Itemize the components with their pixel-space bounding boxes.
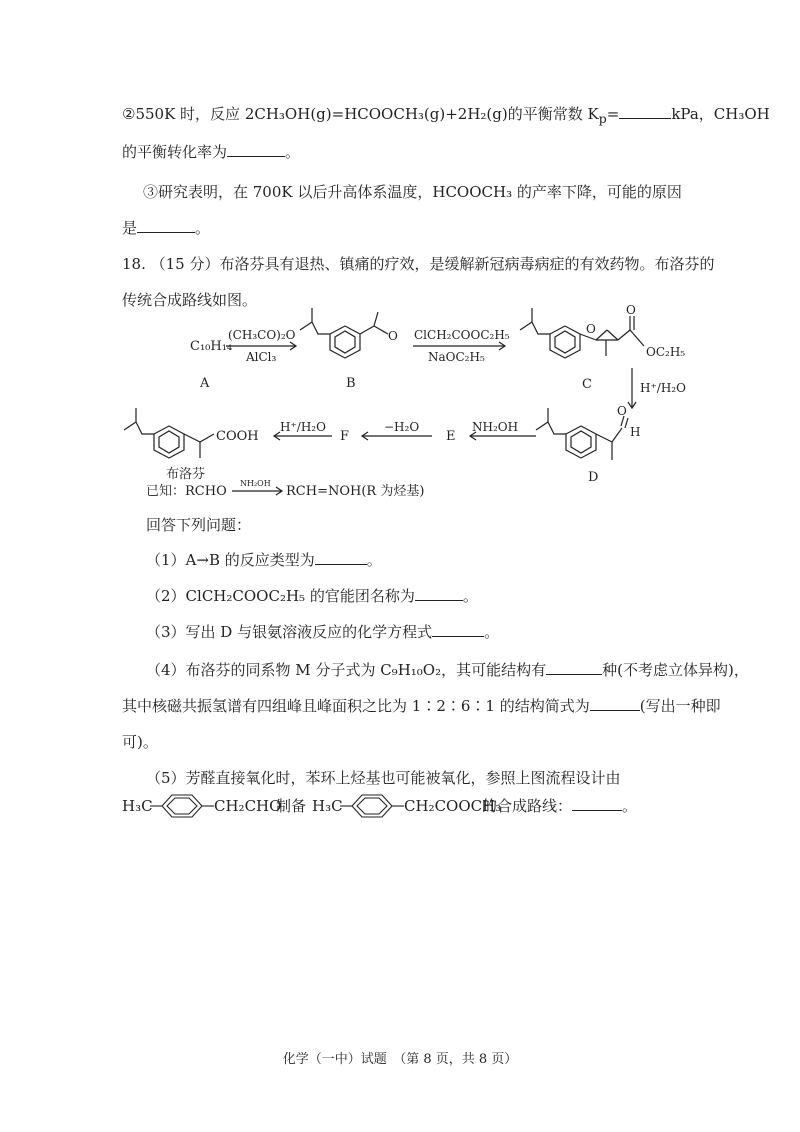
- sub5-group-1: CH₂CHO: [214, 797, 282, 815]
- label-b: B: [346, 376, 356, 391]
- label-d: D: [588, 470, 599, 485]
- q17-part3-end: 。: [195, 219, 211, 237]
- synthesis-scheme: [0, 0, 800, 500]
- sub5-h3c-1: H₃C: [122, 797, 153, 815]
- d-aldehyde-o: O: [617, 404, 627, 418]
- sub2-end: 。: [462, 587, 478, 605]
- q17-part2-prefix: ②550K 时，反应 2CH₃OH(g)=HCOOCH₃(g)+2H₂(g)的平衡常数 K: [122, 105, 599, 123]
- sub-question-5-line1: （5）芳醛直接氧化时，苯环上烃基也可能被氧化，参照上图流程设计由: [146, 769, 621, 787]
- sub4-line2-end: (写出一种即: [639, 697, 721, 715]
- reagent-6: H⁺/H₂O: [280, 420, 326, 434]
- sub1-end: 。: [366, 551, 382, 569]
- sub5-end-line: [482, 796, 637, 816]
- q18-intro-line2: 传统合成路线如图。: [122, 291, 258, 309]
- sub4-mid: 种(不考虑立体异构)，: [602, 661, 749, 679]
- reagent-4: NH₂OH: [472, 420, 519, 434]
- b-carbonyl-o: O: [388, 329, 398, 343]
- known-prefix: 已知：RCHO: [146, 484, 227, 499]
- sub3-end: 。: [484, 623, 500, 641]
- c-ester-group: OC₂H₅: [646, 345, 686, 359]
- q17-part2-eq: =: [606, 105, 620, 123]
- page-footer: 化学（一中）试题 （第 8 页，共 8 页）: [282, 1052, 518, 1067]
- reagent-5: −H₂O: [384, 420, 420, 434]
- sub1-text: （1）A→B 的反应类型为: [146, 551, 315, 569]
- sub-question-1: [146, 550, 382, 570]
- known-suffix: RCH=NOH(R 为烃基): [286, 484, 425, 499]
- answer-blank[interactable]: [572, 796, 622, 811]
- sub5-group-2: CH₂COOCH₃: [404, 797, 502, 815]
- sub-question-4-line1: [146, 660, 749, 680]
- sub-question-2: [146, 586, 478, 606]
- benzene-ring-icon: [150, 795, 214, 817]
- reagent-1-bottom: AlCl₃: [246, 350, 277, 364]
- label-f: F: [340, 429, 350, 444]
- q17-part2-end: 。: [285, 143, 301, 161]
- sub4-line2: 其中核磁共振氢谱有四组峰且峰面积之比为 1∶2∶6∶1 的结构简式为: [122, 697, 590, 715]
- answer-prompt: 回答下列问题：: [146, 516, 252, 534]
- known-reagent: NH₂OH: [240, 479, 271, 488]
- sub5-end2: 。: [622, 797, 638, 815]
- sub2-text: （2）ClCH₂COOC₂H₅ 的官能团名称为: [146, 587, 415, 605]
- d-aldehyde-h: H: [630, 425, 641, 439]
- ibuprofen-structure: [124, 408, 214, 458]
- answer-blank[interactable]: [432, 622, 484, 637]
- label-c: C: [582, 377, 592, 392]
- sub5-h3c-2: H₃C: [312, 797, 343, 815]
- benzene-ring-icon: [340, 795, 404, 817]
- q17-part2-unit: kPa，CH₃OH: [671, 105, 770, 123]
- q17-part3-line1: ③研究表明，在 700K 以后升高体系温度，HCOOCH₃ 的产率下降，可能的原因: [143, 183, 682, 201]
- q17-part3-line2-text: 是: [122, 219, 138, 237]
- c-ester-o: O: [626, 303, 636, 317]
- product-group: COOH: [216, 429, 259, 444]
- compound-b-structure: [300, 308, 388, 358]
- label-a: A: [200, 376, 210, 391]
- compound-d-structure: [536, 408, 628, 460]
- reagent-2-bottom: NaOC₂H₅: [428, 350, 485, 364]
- reagent-3: H⁺/H₂O: [640, 381, 686, 395]
- sub5-mid: 制备: [276, 797, 307, 815]
- answer-blank[interactable]: [415, 586, 463, 601]
- c-epoxide-o: O: [586, 322, 596, 336]
- sub5-end: 的合成路线：: [482, 797, 573, 815]
- answer-blank[interactable]: [315, 550, 367, 565]
- kp-subscript: p: [598, 111, 607, 126]
- sub3-text: （3）写出 D 与银氨溶液反应的化学方程式: [146, 623, 433, 641]
- reagent-2-top: ClCH₂COOC₂H₅: [414, 328, 510, 342]
- label-e: E: [446, 429, 456, 444]
- sub-question-4-line3: 可)。: [122, 733, 158, 751]
- sub-question-3: [146, 622, 499, 642]
- product-name: 布洛芬: [166, 467, 206, 482]
- start-formula: C₁₀H₁₄: [190, 339, 233, 354]
- q17-part2-line2-text: 的平衡转化率为: [122, 143, 228, 161]
- reagent-1-top: (CH₃CO)₂O: [228, 328, 296, 342]
- answer-blank[interactable]: [546, 660, 602, 675]
- answer-blank[interactable]: [590, 696, 640, 711]
- sub4-text: （4）布洛芬的同系物 M 分子式为 C₉H₁₀O₂，其可能结构有: [146, 661, 547, 679]
- q18-intro-line1: 18. （15 分）布洛芬具有退热、镇痛的疗效，是缓解新冠病毒病症的有效药物。布洛芬的: [122, 255, 715, 273]
- sub-question-4-line2: [122, 696, 721, 716]
